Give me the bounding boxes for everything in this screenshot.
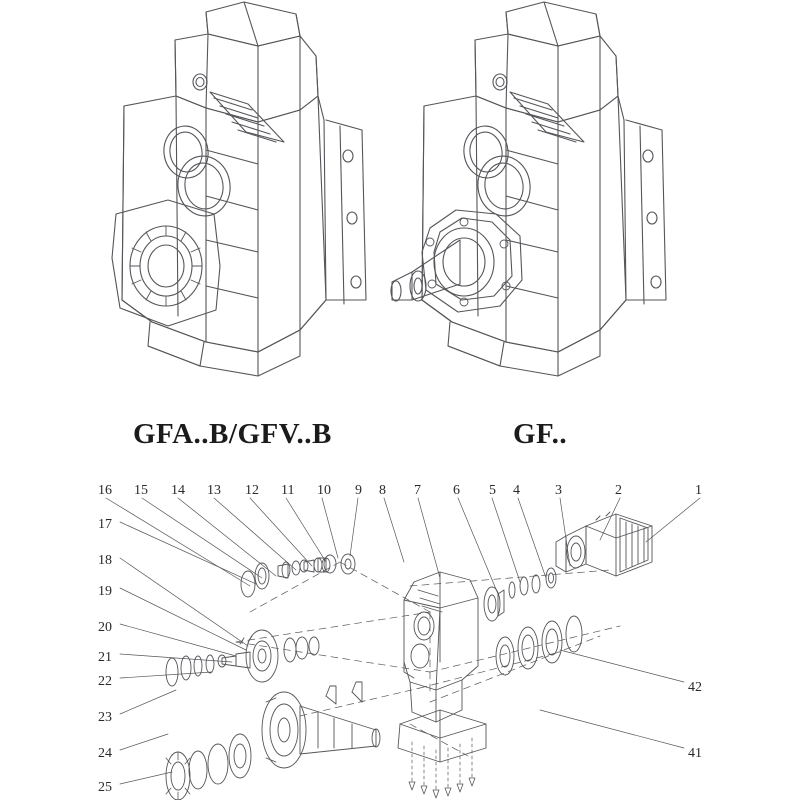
part-large-gear-assembly bbox=[166, 682, 380, 800]
part-main-housing bbox=[398, 572, 486, 798]
callout-24: 24 bbox=[98, 746, 112, 761]
callout-5: 5 bbox=[489, 483, 496, 498]
leader-lines-right bbox=[540, 650, 684, 748]
callout-19: 19 bbox=[98, 584, 112, 599]
callout-3: 3 bbox=[555, 483, 562, 498]
callout-41: 41 bbox=[688, 746, 702, 761]
callout-2: 2 bbox=[615, 483, 622, 498]
callout-14: 14 bbox=[171, 483, 185, 498]
callout-8: 8 bbox=[379, 483, 386, 498]
callout-9: 9 bbox=[355, 483, 362, 498]
gearbox-view-right bbox=[391, 2, 666, 376]
callout-1: 1 bbox=[695, 483, 702, 498]
callout-12: 12 bbox=[245, 483, 259, 498]
callout-15: 15 bbox=[134, 483, 148, 498]
callout-25: 25 bbox=[98, 780, 112, 795]
callout-4: 4 bbox=[513, 483, 520, 498]
callout-7: 7 bbox=[414, 483, 421, 498]
callout-11: 11 bbox=[281, 483, 295, 498]
leader-lines-top bbox=[106, 498, 700, 594]
callout-42: 42 bbox=[688, 680, 702, 695]
callout-17: 17 bbox=[98, 517, 112, 532]
callout-16: 16 bbox=[98, 483, 112, 498]
leader-lines-left bbox=[120, 522, 256, 784]
gearbox-view-left bbox=[112, 2, 366, 376]
part-small-hardware-row bbox=[241, 554, 355, 597]
part-motor-adapter bbox=[556, 512, 652, 576]
callout-20: 20 bbox=[98, 620, 112, 635]
callout-22: 22 bbox=[98, 674, 112, 689]
callout-18: 18 bbox=[98, 553, 112, 568]
part-gear-and-shaft-mid bbox=[166, 630, 319, 686]
caption-right-model: GF.. bbox=[513, 418, 568, 450]
exploded-assembly-band bbox=[0, 466, 800, 800]
callout-10: 10 bbox=[317, 483, 331, 498]
callout-6: 6 bbox=[453, 483, 460, 498]
callout-23: 23 bbox=[98, 710, 112, 725]
part-rings-group bbox=[484, 568, 582, 675]
exploded-parts-drawing bbox=[0, 466, 800, 800]
caption-left-model: GFA..B/GFV..B bbox=[133, 418, 332, 450]
callout-21: 21 bbox=[98, 650, 112, 665]
callout-13: 13 bbox=[207, 483, 221, 498]
